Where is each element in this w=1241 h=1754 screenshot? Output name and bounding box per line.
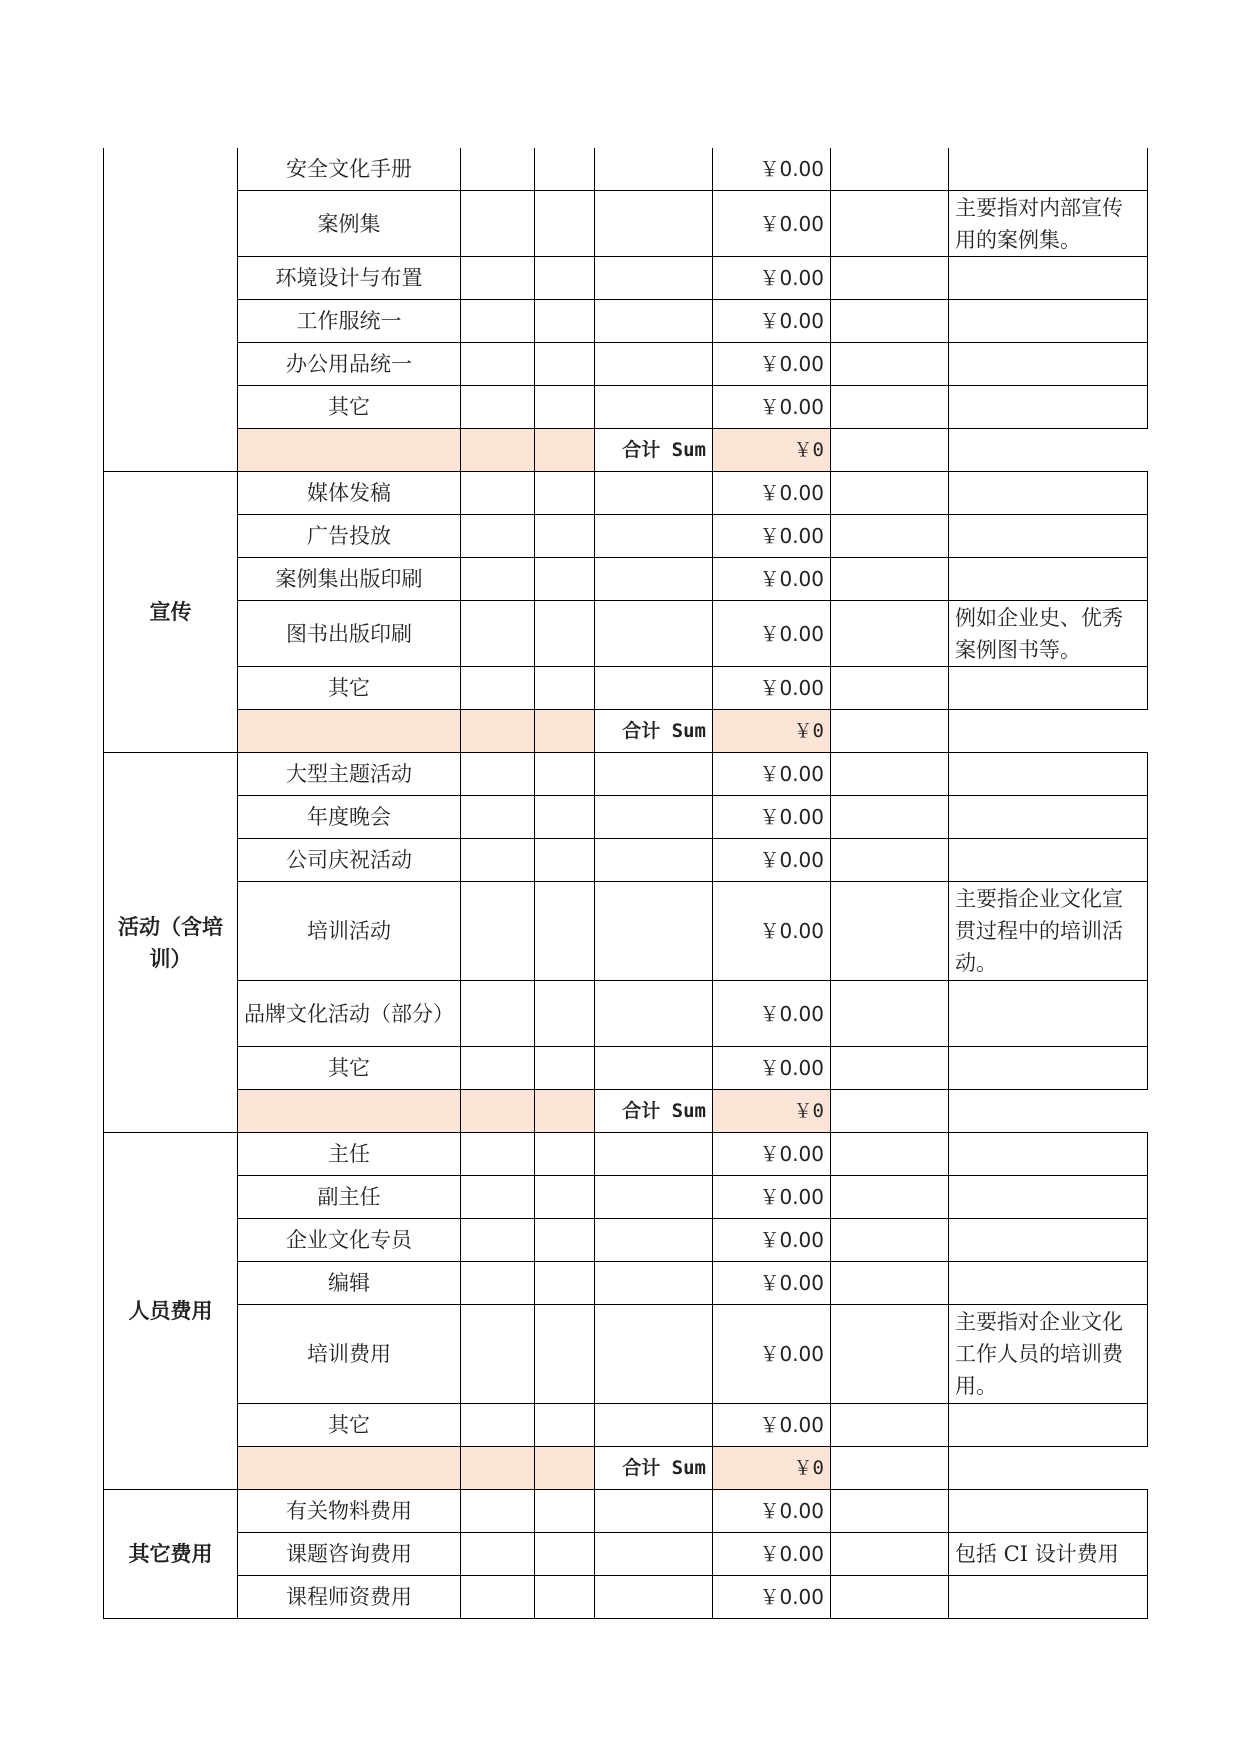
empty-cell	[831, 515, 949, 558]
table-row	[104, 148, 1148, 191]
category-cell: 宣传	[104, 472, 238, 753]
empty-cell	[595, 558, 713, 601]
amount-cell: ￥0.00	[713, 753, 831, 796]
empty-cell	[595, 981, 713, 1047]
note-cell: 主要指对企业文化工作人员的培训费用。	[949, 1305, 1148, 1404]
empty-cell	[461, 710, 535, 753]
table-row	[104, 1133, 1148, 1176]
amount-cell: ￥0.00	[713, 257, 831, 300]
empty-cell	[535, 1490, 595, 1533]
empty-cell	[535, 1047, 595, 1090]
empty-cell	[595, 1262, 713, 1305]
amount-cell: ￥0.00	[713, 515, 831, 558]
empty-cell	[535, 558, 595, 601]
table-row	[104, 257, 1148, 300]
table-row	[104, 839, 1148, 882]
note-cell	[949, 839, 1148, 882]
table-row	[104, 981, 1148, 1047]
table-row	[104, 1404, 1148, 1447]
table-row	[104, 1576, 1148, 1619]
empty-cell	[831, 667, 949, 710]
note-cell: 主要指对内部宣传用的案例集。	[949, 191, 1148, 257]
amount-cell: ￥0.00	[713, 1176, 831, 1219]
empty-cell	[595, 472, 713, 515]
item-cell: 办公用品统一	[238, 343, 461, 386]
empty-cell	[461, 191, 535, 257]
empty-cell	[831, 710, 949, 753]
empty-cell	[461, 257, 535, 300]
empty-cell	[461, 1404, 535, 1447]
item-cell: 案例集出版印刷	[238, 558, 461, 601]
item-cell: 工作服统一	[238, 300, 461, 343]
empty-cell	[535, 386, 595, 429]
table-row	[104, 1533, 1148, 1576]
empty-cell	[595, 1404, 713, 1447]
category-cell	[104, 148, 238, 472]
empty-cell	[595, 796, 713, 839]
note-cell: 包括 CI 设计费用	[949, 1533, 1148, 1576]
empty-cell	[831, 1447, 949, 1490]
item-cell: 公司庆祝活动	[238, 839, 461, 882]
note-cell	[949, 667, 1148, 710]
empty-cell	[595, 1176, 713, 1219]
note-cell	[949, 1490, 1148, 1533]
amount-cell: ￥0.00	[713, 1047, 831, 1090]
empty-cell	[535, 1176, 595, 1219]
note-cell	[949, 796, 1148, 839]
empty-cell	[535, 981, 595, 1047]
item-cell: 培训费用	[238, 1305, 461, 1404]
sum-value: ￥0	[713, 710, 831, 753]
empty-cell	[595, 1533, 713, 1576]
amount-cell: ￥0.00	[713, 839, 831, 882]
amount-cell: ￥0.00	[713, 1404, 831, 1447]
table-row	[104, 300, 1148, 343]
empty-cell	[831, 839, 949, 882]
amount-cell: ￥0.00	[713, 1133, 831, 1176]
note-cell	[949, 386, 1148, 429]
empty-cell	[461, 300, 535, 343]
empty-cell	[461, 1219, 535, 1262]
item-cell: 编辑	[238, 1262, 461, 1305]
empty-cell	[238, 1447, 461, 1490]
empty-cell	[595, 1490, 713, 1533]
sum-value: ￥0	[713, 1090, 831, 1133]
empty-cell	[535, 1219, 595, 1262]
amount-cell: ￥0.00	[713, 601, 831, 667]
sum-label: 合计 Sum	[595, 429, 713, 472]
empty-cell	[461, 601, 535, 667]
empty-cell	[461, 1176, 535, 1219]
empty-cell	[831, 472, 949, 515]
amount-cell: ￥0.00	[713, 472, 831, 515]
empty-cell	[595, 343, 713, 386]
empty-cell	[535, 601, 595, 667]
item-cell: 案例集	[238, 191, 461, 257]
empty-cell	[595, 667, 713, 710]
note-cell: 例如企业史、优秀案例图书等。	[949, 601, 1148, 667]
empty-cell	[461, 981, 535, 1047]
empty-cell	[461, 429, 535, 472]
item-cell: 媒体发稿	[238, 472, 461, 515]
empty-cell	[595, 1047, 713, 1090]
empty-cell	[831, 191, 949, 257]
note-cell	[949, 300, 1148, 343]
empty-cell	[831, 981, 949, 1047]
item-cell: 有关物料费用	[238, 1490, 461, 1533]
sum-value: ￥0	[713, 1447, 831, 1490]
empty-cell	[535, 429, 595, 472]
empty-cell	[831, 1219, 949, 1262]
table-row	[104, 1490, 1148, 1533]
item-cell: 课程师资费用	[238, 1576, 461, 1619]
empty-cell	[535, 1133, 595, 1176]
amount-cell: ￥0.00	[713, 1490, 831, 1533]
empty-cell	[238, 429, 461, 472]
empty-cell	[461, 386, 535, 429]
empty-cell	[461, 343, 535, 386]
empty-cell	[831, 429, 949, 472]
note-cell	[949, 1176, 1148, 1219]
item-cell: 环境设计与布置	[238, 257, 461, 300]
item-cell: 其它	[238, 1047, 461, 1090]
empty-cell	[595, 1219, 713, 1262]
item-cell: 主任	[238, 1133, 461, 1176]
note-cell	[949, 148, 1148, 191]
empty-cell	[461, 1305, 535, 1404]
empty-cell	[535, 1576, 595, 1619]
note-cell	[949, 1047, 1148, 1090]
sum-row	[104, 710, 1148, 753]
note-cell	[949, 558, 1148, 601]
note-cell	[949, 1404, 1148, 1447]
item-cell: 大型主题活动	[238, 753, 461, 796]
amount-cell: ￥0.00	[713, 981, 831, 1047]
note-cell	[949, 257, 1148, 300]
table-row	[104, 191, 1148, 257]
empty-cell	[831, 882, 949, 981]
empty-cell	[595, 257, 713, 300]
empty-cell	[238, 710, 461, 753]
amount-cell: ￥0.00	[713, 1262, 831, 1305]
empty-cell	[535, 667, 595, 710]
empty-cell	[535, 300, 595, 343]
empty-cell	[461, 667, 535, 710]
budget-table	[103, 148, 1148, 1619]
empty-cell	[461, 1047, 535, 1090]
empty-cell	[461, 1090, 535, 1133]
empty-cell	[461, 753, 535, 796]
empty-cell	[535, 257, 595, 300]
empty-cell	[461, 515, 535, 558]
empty-cell	[595, 148, 713, 191]
table-row	[104, 1219, 1148, 1262]
empty-cell	[595, 601, 713, 667]
empty-cell	[461, 1133, 535, 1176]
empty-cell	[831, 1533, 949, 1576]
item-cell: 培训活动	[238, 882, 461, 981]
empty-cell	[535, 1533, 595, 1576]
empty-cell	[461, 558, 535, 601]
empty-cell	[831, 1490, 949, 1533]
table-row	[104, 601, 1148, 667]
empty-cell	[461, 1262, 535, 1305]
item-cell: 安全文化手册	[238, 148, 461, 191]
empty-cell	[238, 1090, 461, 1133]
item-cell: 副主任	[238, 1176, 461, 1219]
empty-cell	[831, 300, 949, 343]
empty-cell	[535, 1090, 595, 1133]
amount-cell: ￥0.00	[713, 796, 831, 839]
empty-cell	[831, 1404, 949, 1447]
sum-value: ￥0	[713, 429, 831, 472]
empty-cell	[595, 839, 713, 882]
table-row	[104, 343, 1148, 386]
note-cell: 主要指企业文化宣贯过程中的培训活动。	[949, 882, 1148, 981]
note-cell	[949, 515, 1148, 558]
amount-cell: ￥0.00	[713, 343, 831, 386]
empty-cell	[535, 1262, 595, 1305]
amount-cell: ￥0.00	[713, 1305, 831, 1404]
empty-cell	[595, 753, 713, 796]
empty-cell	[831, 601, 949, 667]
amount-cell: ￥0.00	[713, 1576, 831, 1619]
empty-cell	[595, 191, 713, 257]
empty-cell	[595, 882, 713, 981]
sum-row	[104, 1447, 1148, 1490]
empty-cell	[831, 1090, 949, 1133]
empty-cell	[831, 753, 949, 796]
empty-cell	[535, 343, 595, 386]
empty-cell	[831, 1133, 949, 1176]
empty-cell	[535, 796, 595, 839]
empty-cell	[595, 515, 713, 558]
table-row	[104, 386, 1148, 429]
empty-cell	[595, 1305, 713, 1404]
empty-cell	[535, 1404, 595, 1447]
note-cell	[949, 472, 1148, 515]
item-cell: 品牌文化活动（部分）	[238, 981, 461, 1047]
empty-cell	[461, 148, 535, 191]
table-row	[104, 796, 1148, 839]
table-row	[104, 1176, 1148, 1219]
empty-cell	[831, 1576, 949, 1619]
amount-cell: ￥0.00	[713, 667, 831, 710]
item-cell: 年度晚会	[238, 796, 461, 839]
category-cell: 人员费用	[104, 1133, 238, 1490]
amount-cell: ￥0.00	[713, 148, 831, 191]
table-row	[104, 472, 1148, 515]
empty-cell	[461, 1447, 535, 1490]
amount-cell: ￥0.00	[713, 191, 831, 257]
empty-cell	[595, 1576, 713, 1619]
sum-row	[104, 429, 1148, 472]
empty-cell	[535, 710, 595, 753]
table-row	[104, 667, 1148, 710]
table-row	[104, 882, 1148, 981]
empty-cell	[595, 1133, 713, 1176]
empty-cell	[831, 343, 949, 386]
empty-cell	[461, 472, 535, 515]
item-cell: 图书出版印刷	[238, 601, 461, 667]
empty-cell	[461, 882, 535, 981]
empty-cell	[461, 796, 535, 839]
note-cell	[949, 1219, 1148, 1262]
empty-cell	[461, 839, 535, 882]
amount-cell: ￥0.00	[713, 300, 831, 343]
item-cell: 广告投放	[238, 515, 461, 558]
table-row	[104, 753, 1148, 796]
empty-cell	[831, 257, 949, 300]
empty-cell	[535, 753, 595, 796]
empty-cell	[831, 1305, 949, 1404]
empty-cell	[535, 148, 595, 191]
table-row	[104, 1047, 1148, 1090]
empty-cell	[461, 1533, 535, 1576]
item-cell: 其它	[238, 1404, 461, 1447]
empty-cell	[535, 191, 595, 257]
sum-row	[104, 1090, 1148, 1133]
item-cell: 其它	[238, 667, 461, 710]
empty-cell	[535, 472, 595, 515]
amount-cell: ￥0.00	[713, 386, 831, 429]
note-cell	[949, 1133, 1148, 1176]
category-cell: 其它费用	[104, 1490, 238, 1619]
table-row	[104, 1262, 1148, 1305]
empty-cell	[535, 1305, 595, 1404]
empty-cell	[831, 1047, 949, 1090]
table-row	[104, 558, 1148, 601]
table-row	[104, 1305, 1148, 1404]
item-cell: 其它	[238, 386, 461, 429]
amount-cell: ￥0.00	[713, 558, 831, 601]
note-cell	[949, 1262, 1148, 1305]
note-cell	[949, 753, 1148, 796]
item-cell: 企业文化专员	[238, 1219, 461, 1262]
table-row	[104, 515, 1148, 558]
category-cell: 活动（含培训）	[104, 753, 238, 1133]
empty-cell	[461, 1490, 535, 1533]
note-cell	[949, 1576, 1148, 1619]
empty-cell	[831, 796, 949, 839]
note-cell	[949, 343, 1148, 386]
empty-cell	[535, 1447, 595, 1490]
empty-cell	[535, 839, 595, 882]
item-cell: 课题咨询费用	[238, 1533, 461, 1576]
empty-cell	[831, 386, 949, 429]
empty-cell	[595, 386, 713, 429]
note-cell	[949, 981, 1148, 1047]
empty-cell	[595, 300, 713, 343]
empty-cell	[461, 1576, 535, 1619]
sum-label: 合计 Sum	[595, 1090, 713, 1133]
empty-cell	[831, 558, 949, 601]
amount-cell: ￥0.00	[713, 882, 831, 981]
sum-label: 合计 Sum	[595, 710, 713, 753]
amount-cell: ￥0.00	[713, 1533, 831, 1576]
empty-cell	[831, 1176, 949, 1219]
empty-cell	[831, 148, 949, 191]
empty-cell	[535, 882, 595, 981]
empty-cell	[535, 515, 595, 558]
empty-cell	[831, 1262, 949, 1305]
sum-label: 合计 Sum	[595, 1447, 713, 1490]
amount-cell: ￥0.00	[713, 1219, 831, 1262]
